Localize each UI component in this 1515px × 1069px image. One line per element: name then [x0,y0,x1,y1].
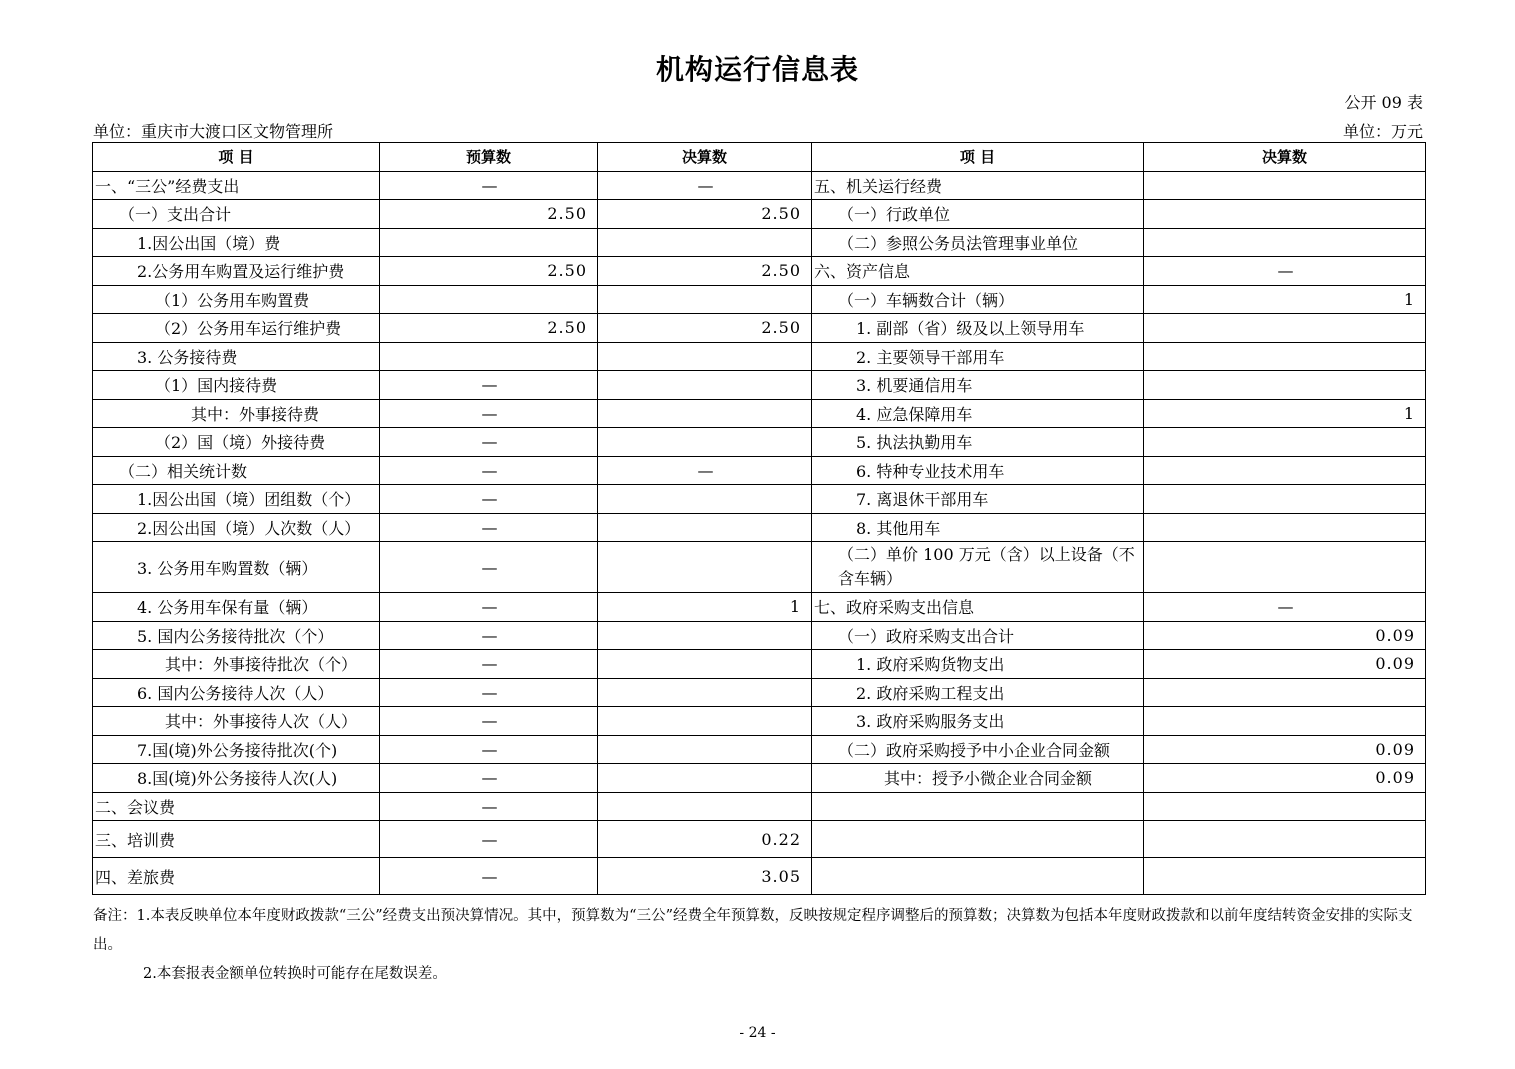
final-right-cell [1144,513,1426,542]
table-row [93,764,1426,793]
header-budget: 预算数 [380,143,598,172]
final-right-cell [1144,792,1426,821]
budget-cell: — [380,821,598,858]
right-item-cell: 六、资产信息 [812,257,1144,286]
right-item-cell: （二）单价 100 万元（含）以上设备（不含车辆） [812,542,1144,593]
right-item-cell: 1. 政府采购货物支出 [812,650,1144,679]
header-final-left: 决算数 [598,143,812,172]
budget-cell: — [380,593,598,622]
page-number: - 24 - [739,1025,776,1041]
final-right-cell [1144,428,1426,457]
right-item-cell: （一）车辆数合计（辆） [812,285,1144,314]
budget-cell: — [380,792,598,821]
final-left-cell: 0.22 [598,821,812,858]
right-item-cell: 3. 政府采购服务支出 [812,707,1144,736]
page-title: 机构运行信息表 [655,53,859,86]
budget-cell: 2.50 [380,200,598,229]
final-right-cell [1144,314,1426,343]
final-left-cell [598,371,812,400]
final-left-cell [598,764,812,793]
left-item-cell: 其中：外事接待批次（个） [93,650,380,679]
right-item-cell: 五、机关运行经费 [812,171,1144,200]
right-item-cell: 7. 离退休干部用车 [812,485,1144,514]
final-right-cell: 1 [1144,285,1426,314]
table-row [93,650,1426,679]
final-left-cell: 2.50 [598,200,812,229]
right-item-cell: 其中：授予小微企业合同金额 [812,764,1144,793]
left-item-cell: （1）国内接待费 [93,371,380,400]
left-item-cell: （二）相关统计数 [93,456,380,485]
right-item-cell: （二）政府采购授予中小企业合同金额 [812,735,1144,764]
table-body [93,171,1426,895]
budget-cell: — [380,399,598,428]
left-item-cell: 5. 国内公务接待批次（个） [93,621,380,650]
right-item-cell: 2. 政府采购工程支出 [812,678,1144,707]
right-item-cell: 4. 应急保障用车 [812,399,1144,428]
left-item-cell: 四、差旅费 [93,858,380,895]
budget-cell [380,228,598,257]
final-right-cell: 1 [1144,399,1426,428]
final-left-cell [598,428,812,457]
final-right-cell [1144,371,1426,400]
budget-cell [380,285,598,314]
budget-cell: — [380,858,598,895]
right-item-cell: （一）政府采购支出合计 [812,621,1144,650]
final-right-cell [1144,678,1426,707]
final-left-cell [598,650,812,679]
note-1: 备注：1.本表反映单位本年度财政拨款“三公”经费支出预决算情况。其中，预算数为“三公”经费全年预算数，反映按规定程序调整后的预算数；决算数为包括本年度财政拨款和以前年度结转资金安排的实际支出。 [93,908,1413,953]
right-item-cell [812,821,1144,858]
final-right-cell: 0.09 [1144,735,1426,764]
left-item-cell: 7.国(境)外公务接待批次(个) [93,735,380,764]
right-item-cell: 8. 其他用车 [812,513,1144,542]
budget-cell: 2.50 [380,257,598,286]
right-item-cell: 七、政府采购支出信息 [812,593,1144,622]
table-row [93,858,1426,895]
left-item-cell: 4. 公务用车保有量（辆） [93,593,380,622]
table-row [93,678,1426,707]
left-item-cell: （一）支出合计 [93,200,380,229]
table-row [93,314,1426,343]
left-item-cell: 二、会议费 [93,792,380,821]
table-number: 公开 09 表 [1344,93,1423,112]
table-row [93,542,1426,593]
left-item-cell: 2.公务用车购置及运行维护费 [93,257,380,286]
left-item-cell: 3. 公务接待费 [93,342,380,371]
final-right-cell: 0.09 [1144,650,1426,679]
header-final-right: 决算数 [1144,143,1426,172]
budget-cell: — [380,456,598,485]
organization-unit: 单位：重庆市大渡口区文物管理所 [93,122,334,141]
left-item-cell: 3. 公务用车购置数（辆） [93,542,380,593]
budget-cell: — [380,707,598,736]
table-row [93,171,1426,200]
left-item-cell: 一、“三公”经费支出 [93,171,380,200]
budget-cell: — [380,513,598,542]
table-row [93,792,1426,821]
note-2: 2.本套报表金额单位转换时可能存在尾数误差。 [143,966,447,982]
table-row [93,707,1426,736]
header-item-right: 项 目 [812,143,1144,172]
table-header-row [93,143,1426,172]
final-right-cell: — [1144,593,1426,622]
budget-cell [380,342,598,371]
table-row [93,485,1426,514]
table-row [93,200,1426,229]
final-left-cell: 2.50 [598,314,812,343]
final-right-cell [1144,456,1426,485]
budget-cell: — [380,542,598,593]
table-row [93,821,1426,858]
budget-cell: — [380,171,598,200]
table-row [93,593,1426,622]
final-right-cell: 0.09 [1144,764,1426,793]
final-left-cell [598,485,812,514]
table-row [93,228,1426,257]
final-right-cell [1144,821,1426,858]
right-item-cell [812,792,1144,821]
table-row [93,513,1426,542]
final-right-cell [1144,542,1426,593]
final-right-cell: 0.09 [1144,621,1426,650]
left-item-cell: （2）国（境）外接待费 [93,428,380,457]
final-left-cell: 1 [598,593,812,622]
final-right-cell: — [1144,257,1426,286]
final-left-cell [598,399,812,428]
final-right-cell [1144,171,1426,200]
final-left-cell: — [598,171,812,200]
right-item-cell: （一）行政单位 [812,200,1144,229]
final-left-cell [598,735,812,764]
table-row [93,735,1426,764]
left-item-cell: 8.国(境)外公务接待人次(人) [93,764,380,793]
budget-cell: — [380,621,598,650]
budget-cell: — [380,650,598,679]
budget-cell: — [380,764,598,793]
left-item-cell: 1.因公出国（境）团组数（个） [93,485,380,514]
table-row [93,456,1426,485]
final-left-cell [598,542,812,593]
currency-unit: 单位：万元 [1342,122,1423,141]
budget-cell: — [380,735,598,764]
final-right-cell [1144,342,1426,371]
left-item-cell: 三、培训费 [93,821,380,858]
left-item-cell: 其中：外事接待费 [93,399,380,428]
final-left-cell: 2.50 [598,257,812,286]
table-row [93,285,1426,314]
right-item-cell: （二）参照公务员法管理事业单位 [812,228,1144,257]
final-left-cell [598,228,812,257]
budget-cell: 2.50 [380,314,598,343]
final-left-cell [598,513,812,542]
operations-info-table [92,142,1426,895]
left-item-cell: 1.因公出国（境）费 [93,228,380,257]
final-right-cell [1144,485,1426,514]
final-left-cell: — [598,456,812,485]
table-row [93,257,1426,286]
final-left-cell [598,621,812,650]
right-item-cell: 2. 主要领导干部用车 [812,342,1144,371]
table-row [93,342,1426,371]
final-left-cell [598,707,812,736]
left-item-cell: 其中：外事接待人次（人） [93,707,380,736]
right-item-cell: 5. 执法执勤用车 [812,428,1144,457]
final-right-cell [1144,200,1426,229]
right-item-cell: 6. 特种专业技术用车 [812,456,1144,485]
final-left-cell [598,792,812,821]
final-right-cell [1144,228,1426,257]
left-item-cell: （1）公务用车购置费 [93,285,380,314]
right-item-cell [812,858,1144,895]
final-left-cell [598,342,812,371]
left-item-cell: （2）公务用车运行维护费 [93,314,380,343]
final-left-cell [598,678,812,707]
left-item-cell: 2.因公出国（境）人次数（人） [93,513,380,542]
budget-cell: — [380,678,598,707]
final-right-cell [1144,707,1426,736]
budget-cell: — [380,485,598,514]
header-item-left: 项 目 [93,143,380,172]
table-row [93,399,1426,428]
budget-cell: — [380,371,598,400]
budget-cell: — [380,428,598,457]
right-item-cell: 3. 机要通信用车 [812,371,1144,400]
final-right-cell [1144,858,1426,895]
notes [93,902,1426,989]
table-row [93,371,1426,400]
table-row [93,621,1426,650]
left-item-cell: 6. 国内公务接待人次（人） [93,678,380,707]
right-item-cell: 1. 副部（省）级及以上领导用车 [812,314,1144,343]
table-row [93,428,1426,457]
final-left-cell: 3.05 [598,858,812,895]
final-left-cell [598,285,812,314]
